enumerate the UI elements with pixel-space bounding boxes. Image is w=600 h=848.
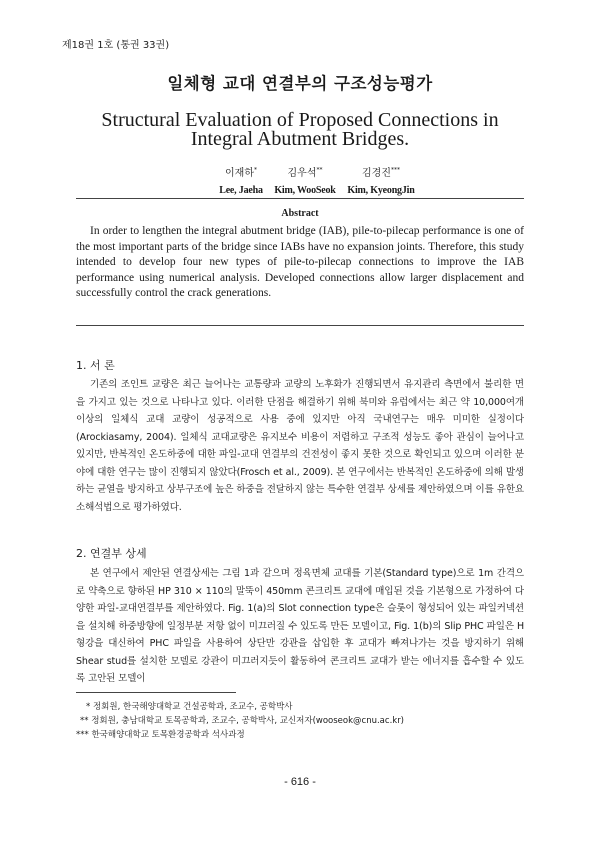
- abstract-top-rule: [76, 198, 524, 199]
- footnote-3: *** 한국해양대학교 토목환경공학과 석사과정: [76, 730, 245, 740]
- abstract-heading: Abstract: [281, 208, 319, 219]
- footnote-1: * 정회원, 한국해양대학교 건설공학과, 조교수, 공학박사: [86, 702, 293, 712]
- footnote-rule: [76, 692, 236, 693]
- author-1-mark: *: [253, 166, 257, 174]
- author-3-name-ko: 김경진***: [362, 166, 400, 179]
- section-2-heading: 2. 연결부 상세: [76, 547, 147, 560]
- page-number: - 616 -: [284, 776, 316, 788]
- author-2-name-ko: 김우석**: [287, 166, 323, 179]
- author-2-mark: **: [316, 166, 323, 174]
- abstract-bottom-rule: [76, 325, 524, 326]
- abstract-body: In order to lengthen the integral abutment bridge (IAB), pile-to-pilecap performance is one of the most important parts of the bridge since IABs have no expansion joints. Therefore, this study intended to develop four new types of pile-to-pilecap connections to improve the IAB performance using numerical analysis. Developed connections allow larger displacement and successfully control the crack generations.: [76, 225, 524, 299]
- author-1-name-en: Lee, Jaeha: [219, 185, 263, 196]
- author-2-name-en: Kim, WooSeok: [274, 185, 336, 196]
- title-korean: 일체형 교대 연결부의 구조성능평가: [167, 74, 433, 93]
- section-2-body: 본 연구에서 제안된 연결상세는 그림 1과 같으며 정육면체 교대를 기본(Standard type)으로 1m 간격으로 약축으로 향하된 HP 310 × 110의 말뚝이 450mm 콘크리트 교대에 매입된 것을 기본형으로 가정하여 다양한 파일-교대연결부를 제안하였다. Fig. 1(a)의 Slot connection type은 슬롯이 형성되어 있는 파일커넥션을 설치해 하중방향에 일정부분 저항 없이 미끄러질 수 있도록 만든 모델이고, Fig. 1(b)의 Slip PHC 파일은 H형강을 대신하여 PHC 파일을 사용하여 상단만 강관을 삽입한 후 교대가 빠져나가는 것을 방지하기 위해 Shear stud를 설치한 모델로 강관이 미끄러지듯이 활동하여 콘크리트 교대가 받는 에너지를 흡수할 수 있도록 고안된 모델이: [76, 568, 524, 684]
- title-english-line-2: Integral Abutment Bridges.: [190, 128, 410, 150]
- author-3: [316, 164, 446, 196]
- author-3-mark: ***: [390, 166, 400, 174]
- footnote-2: ** 정회원, 충남대학교 토목공학과, 조교수, 공학박사, 교신저자(wooseok@cnu.ac.kr): [80, 716, 405, 726]
- section-1-body: 기존의 조인트 교량은 최근 늘어나는 교통량과 교량의 노후화가 진행되면서 유지관리 측면에서 불리한 면을 가지고 있는 것으로 나타나고 있다. 이러한 단점을 해결하기 위해 북미와 유럽에서는 최근 약 10,000여개 이상의 일체식 교대 교량이 성공적으로 사용 중에 있지만 아직 국내연구는 매우 미미한 실정이다(Arockiasamy, 2004). 일체식 교대교량은 유지보수 비용이 저렴하고 구조적 성능도 좋아 관심이 늘어나고 있지만, 반복적인 온도하중에 대한 파일-교대 연결부의 건전성이 좋지 못한 것으로 확인되고 있으며 이러한 분야에 대한 연구는 많이 진행되지 않았다(Frosch et al., 2009). 본 연구에서는 반복적인 온도하중에 의해 발생하는 균열을 방지하고 상부구조에 높은 하중을 전달하지 않는 특수한 연결부 상세를 제안하였으며 이를 유한요소해석법으로 평가하였다.: [76, 379, 524, 513]
- title-english-line-1: Structural Evaluation of Proposed Connections in: [101, 109, 499, 131]
- title-english: [0, 111, 600, 149]
- author-3-name-en: Kim, KyeongJin: [347, 185, 415, 196]
- author-1-name-ko: 이재하*: [225, 166, 257, 179]
- running-head: 제18권 1호 (통권 33권): [62, 40, 170, 51]
- section-1-heading: 1. 서 론: [76, 359, 115, 372]
